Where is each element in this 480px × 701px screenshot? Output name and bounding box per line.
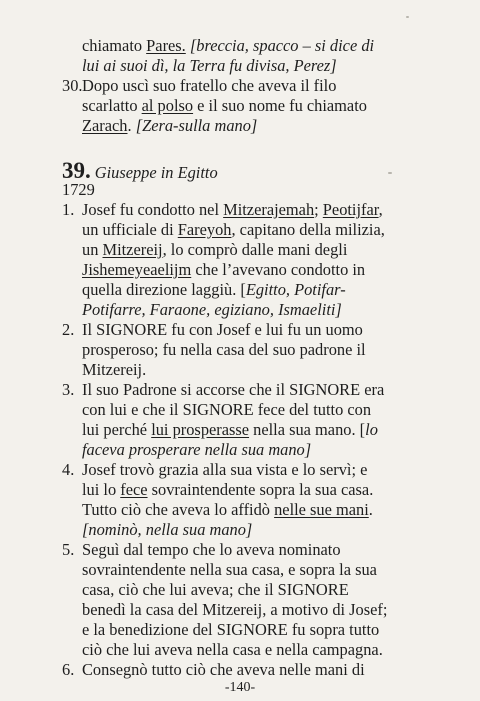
verse-number: 1. — [62, 200, 75, 219]
text-line: Il suo Padrone si accorse che il SIGNORE era — [82, 380, 385, 399]
text-line: ciò che lui aveva nella casa e nella campagna. — [82, 640, 383, 659]
text-line: Dopo uscì suo fratello che aveva il filo — [82, 76, 337, 95]
verse-number: 3. — [62, 380, 75, 399]
text-line: con lui e che il SIGNORE fece del tutto con — [82, 400, 372, 419]
text-line: chiamato Pares. [breccia, spacco – si dice di — [82, 36, 375, 55]
verse-number: 30. — [62, 76, 83, 95]
text-line: Tutto ciò che aveva lo affidò nelle sue mani. — [82, 500, 373, 519]
paper-speck — [388, 172, 392, 174]
text-line: Josef fu condotto nel Mitzerajemah; Peotijfar, — [82, 200, 383, 219]
verse-number: 2. — [62, 320, 75, 339]
paper-speck — [406, 16, 409, 18]
text-line: e la benedizione del SIGNORE fu sopra tutto — [82, 620, 380, 639]
text-line: Potifarre, Faraone, egiziano, Ismaeliti] — [82, 300, 342, 319]
text-line: prosperoso; fu nella casa del suo padrone il — [82, 340, 366, 359]
text-line: lui perché lui prosperasse nella sua mano. [lo — [82, 420, 378, 439]
verse-number: 6. — [62, 660, 75, 679]
verse-number: 5. — [62, 540, 75, 559]
text-line: lui ai suoi dì, la Terra fu divisa, Perez] — [82, 56, 337, 75]
text-line: un ufficiale di Fareyoh, capitano della milizia, — [82, 220, 385, 239]
text-line: quella direzione laggiù. [Egitto, Potifar- — [82, 280, 346, 299]
text-line: scarlatto al polso e il suo nome fu chiamato — [82, 96, 367, 115]
text-line: faceva prosperare nella sua mano] — [82, 440, 312, 459]
text-line: Zarach. [Zera-sulla mano] — [82, 116, 258, 135]
text-line: Jishemeyeaelijm che l’avevano condotto in — [82, 260, 366, 279]
page-number: -140- — [224, 680, 256, 695]
text-line: un Mitzereij, lo comprò dalle mani degli — [82, 240, 348, 259]
verse-number: 4. — [62, 460, 75, 479]
text-line: Josef trovò grazia alla sua vista e lo servì; e — [82, 460, 368, 479]
text-line: casa, ciò che lui aveva; che il SIGNORE — [82, 580, 349, 599]
text-line: Mitzereij. — [82, 360, 147, 379]
chapter-number: 39. — [62, 158, 91, 183]
chapter-title: Giuseppe in Egitto — [94, 163, 218, 182]
chapter-year: 1729 — [62, 180, 95, 199]
text-line: benedì la casa del Mitzereij, a motivo di Josef; — [82, 600, 388, 619]
text-line: lui lo fece sovraintendente sopra la sua casa. — [82, 480, 374, 499]
text-line: Consegnò tutto ciò che aveva nelle mani di — [82, 660, 365, 679]
text-line: Seguì dal tempo che lo aveva nominato — [82, 540, 341, 559]
text-line: [nominò, nella sua mano] — [82, 520, 253, 539]
text-line: sovraintendente nella sua casa, e sopra la sua — [82, 560, 377, 579]
text-line: Il SIGNORE fu con Josef e lui fu un uomo — [82, 320, 363, 339]
